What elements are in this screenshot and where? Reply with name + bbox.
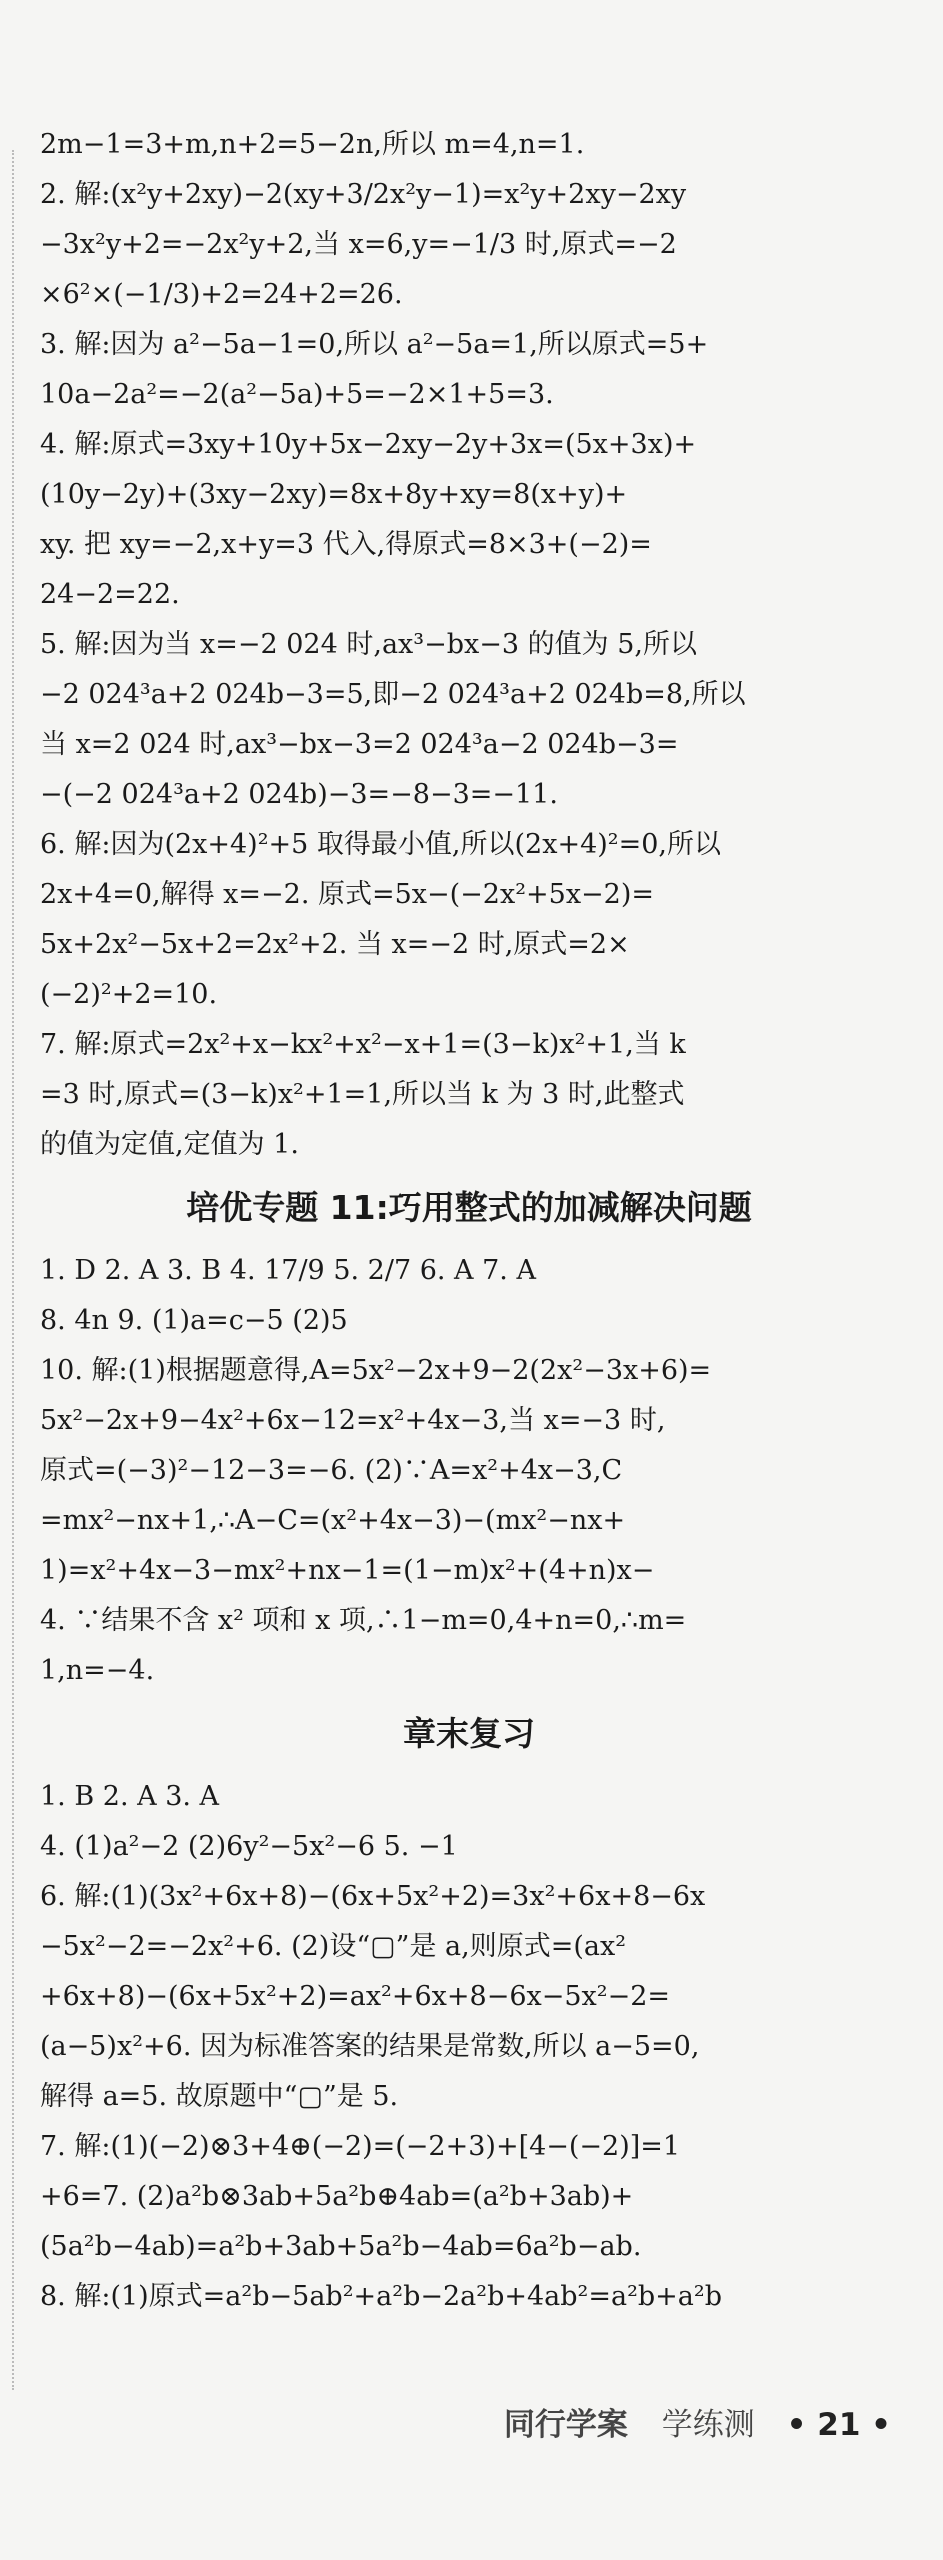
text-line: 24−2=22. [40, 579, 180, 610]
footer-brand: 同行学案 [503, 2407, 628, 2443]
text-line: (a−5)x²+6. 因为标准答案的结果是常数,所以 a−5=0, [40, 2031, 700, 2062]
answer-content [40, 120, 898, 2322]
text-line: ×6²×(−1/3)+2=24+2=26. [40, 279, 403, 310]
text-line: 7. 解:原式=2x²+x−kx²+x²−x+1=(3−k)x²+1,当 k [40, 1029, 686, 1060]
text-line: 2m−1=3+m,n+2=5−2n,所以 m=4,n=1. [40, 129, 585, 160]
text-line: 3. 解:因为 a²−5a−1=0,所以 a²−5a=1,所以原式=5+ [40, 329, 709, 360]
text-line: (10y−2y)+(3xy−2xy)=8x+8y+xy=8(x+y)+ [40, 479, 628, 510]
page-footer [504, 2395, 891, 2455]
answer-block-intro [40, 120, 898, 1170]
text-line: +6x+8)−(6x+5x²+2)=ax²+6x+8−6x−5x²−2= [40, 1981, 671, 2012]
text-line: 1. B 2. A 3. A [40, 1781, 220, 1812]
text-line: 的值为定值,定值为 1. [40, 1129, 299, 1160]
text-line: 1)=x²+4x−3−mx²+nx−1=(1−m)x²+(4+n)x− [40, 1555, 655, 1586]
text-line: 5x²−2x+9−4x²+6x−12=x²+4x−3,当 x=−3 时, [40, 1405, 666, 1436]
text-line: 1,n=−4. [40, 1655, 155, 1686]
text-line: 6. 解:(1)(3x²+6x+8)−(6x+5x²+2)=3x²+6x+8−6x [40, 1881, 706, 1912]
text-line: −5x²−2=−2x²+6. (2)设“▢”是 a,则原式=(ax² [40, 1931, 627, 1962]
section-title-chapter-review: 章末复习 [403, 1714, 535, 1753]
text-line: −2 024³a+2 024b−3=5,即−2 024³a+2 024b=8,所以 [40, 679, 746, 710]
text-line: 1. D 2. A 3. B 4. 17/9 5. 2/7 6. A 7. A [40, 1255, 536, 1286]
text-line: 2x+4=0,解得 x=−2. 原式=5x−(−2x²+5x−2)= [40, 879, 655, 910]
text-line: −3x²y+2=−2x²y+2,当 x=6,y=−1/3 时,原式=−2 [40, 229, 677, 260]
text-line: 10a−2a²=−2(a²−5a)+5=−2×1+5=3. [40, 379, 554, 410]
text-line: 8. 4n 9. (1)a=c−5 (2)5 [40, 1305, 348, 1336]
text-line: 解得 a=5. 故原题中“▢”是 5. [40, 2081, 399, 2112]
text-line: =3 时,原式=(3−k)x²+1=1,所以当 k 为 3 时,此整式 [40, 1079, 685, 1110]
text-line: 5x+2x²−5x+2=2x²+2. 当 x=−2 时,原式=2× [40, 929, 630, 960]
page-number: • 21 • [786, 2407, 891, 2443]
text-line: 8. 解:(1)原式=a²b−5ab²+a²b−2a²b+4ab²=a²b+a²b [40, 2281, 723, 2312]
text-line: (−2)²+2=10. [40, 979, 218, 1010]
text-line: 6. 解:因为(2x+4)²+5 取得最小值,所以(2x+4)²=0,所以 [40, 829, 721, 860]
answer-block-topic-11 [40, 1246, 898, 1696]
text-line: 10. 解:(1)根据题意得,A=5x²−2x+9−2(2x²−3x+6)= [40, 1355, 712, 1386]
text-line: +6=7. (2)a²b⊗3ab+5a²b⊕4ab=(a²b+3ab)+ [40, 2181, 634, 2212]
margin-dotted-rule [12, 150, 14, 2390]
text-line: (5a²b−4ab)=a²b+3ab+5a²b−4ab=6a²b−ab. [40, 2231, 642, 2262]
text-line: xy. 把 xy=−2,x+y=3 代入,得原式=8×3+(−2)= [40, 529, 652, 560]
section-title-topic-11: 培优专题 11:巧用整式的加减解决问题 [186, 1188, 752, 1227]
text-line: =mx²−nx+1,∴A−C=(x²+4x−3)−(mx²−nx+ [40, 1505, 626, 1536]
text-line: 4. (1)a²−2 (2)6y²−5x²−6 5. −1 [40, 1831, 458, 1862]
text-line: 7. 解:(1)(−2)⊗3+4⊕(−2)=(−2+3)+[4−(−2)]=1 [40, 2131, 681, 2162]
text-line: 原式=(−3)²−12−3=−6. (2)∵A=x²+4x−3,C [40, 1455, 623, 1486]
footer-series: 学练测 [661, 2407, 755, 2443]
text-line: 4. ∵结果不含 x² 项和 x 项,∴1−m=0,4+n=0,∴m= [40, 1605, 687, 1636]
text-line: −(−2 024³a+2 024b)−3=−8−3=−11. [40, 779, 558, 810]
text-line: 4. 解:原式=3xy+10y+5x−2xy−2y+3x=(5x+3x)+ [40, 429, 697, 460]
text-line: 2. 解:(x²y+2xy)−2(xy+3/2x²y−1)=x²y+2xy−2xy [40, 179, 687, 210]
answer-block-chapter-review [40, 1772, 898, 2322]
text-line: 当 x=2 024 时,ax³−bx−3=2 024³a−2 024b−3= [40, 729, 679, 760]
text-line: 5. 解:因为当 x=−2 024 时,ax³−bx−3 的值为 5,所以 [40, 629, 697, 660]
